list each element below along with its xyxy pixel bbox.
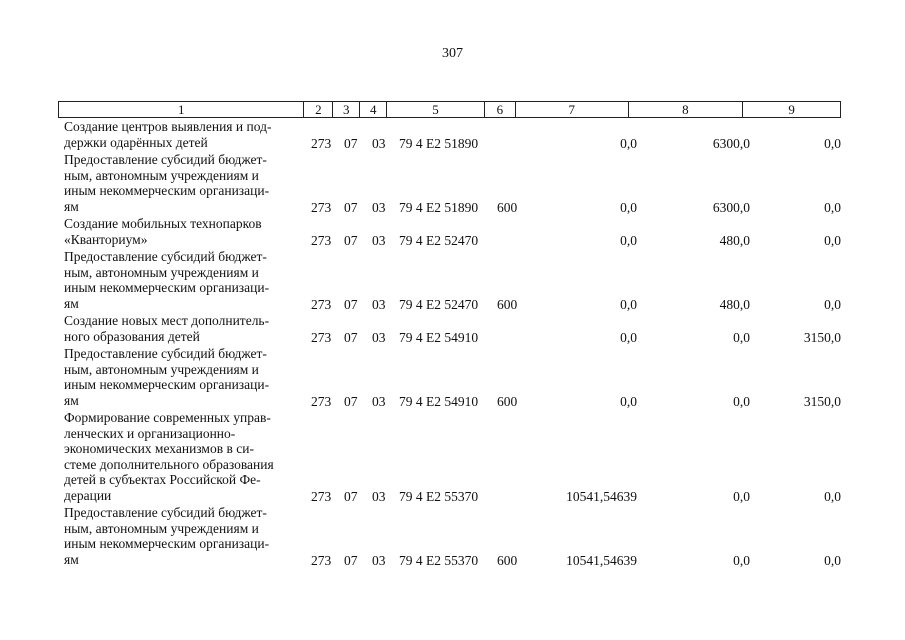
ministry-code: 273 — [311, 199, 332, 215]
row-description: Предоставление субсидий бюджет- ным, автономным учреждениям и иным некоммерческим организаци- ям — [64, 152, 270, 214]
row-description: Создание центров выявления и под- держки одарённых детей — [64, 119, 272, 150]
amount-col-7: 0,0 — [620, 232, 637, 248]
header-col-5: 5 — [387, 102, 485, 117]
expense-type-code: 600 — [497, 199, 518, 215]
row-codes — [0, 135, 905, 151]
section-code: 07 — [344, 135, 358, 151]
target-code: 79 4 E2 52470 — [399, 232, 479, 248]
row-codes — [0, 329, 905, 345]
row-codes — [0, 232, 905, 248]
amount-col-9: 0,0 — [824, 296, 841, 312]
expense-type-code: 600 — [497, 552, 518, 568]
target-code: 79 4 E2 51890 — [399, 135, 479, 151]
ministry-code: 273 — [311, 329, 332, 345]
ministry-code: 273 — [311, 488, 332, 504]
amount-col-8: 0,0 — [733, 488, 750, 504]
amount-col-7: 10541,54639 — [566, 552, 637, 568]
target-code: 79 4 E2 54910 — [399, 329, 479, 345]
amount-col-9: 0,0 — [824, 488, 841, 504]
ministry-code: 273 — [311, 296, 332, 312]
header-col-4: 4 — [360, 102, 387, 117]
amount-col-8: 480,0 — [719, 232, 750, 248]
amount-col-7: 10541,54639 — [566, 488, 637, 504]
table-row — [0, 346, 905, 410]
subsection-code: 03 — [372, 393, 386, 409]
table-row — [0, 313, 905, 346]
table-body — [0, 119, 905, 569]
target-code: 79 4 E2 51890 — [399, 199, 479, 215]
table-row — [0, 152, 905, 216]
expense-type-code: 600 — [497, 393, 518, 409]
amount-col-7: 0,0 — [620, 199, 637, 215]
subsection-code: 03 — [372, 199, 386, 215]
header-col-8: 8 — [629, 102, 744, 117]
header-col-2: 2 — [304, 102, 333, 117]
section-code: 07 — [344, 488, 358, 504]
amount-col-7: 0,0 — [620, 296, 637, 312]
subsection-code: 03 — [372, 232, 386, 248]
header-col-9: 9 — [788, 102, 795, 117]
target-code: 79 4 E2 55370 — [399, 552, 479, 568]
subsection-code: 03 — [372, 135, 386, 151]
amount-col-7: 0,0 — [620, 329, 637, 345]
target-code: 79 4 E2 54910 — [399, 393, 479, 409]
ministry-code: 273 — [311, 232, 332, 248]
amount-col-8: 6300,0 — [712, 135, 750, 151]
row-codes — [0, 488, 905, 504]
table-row — [0, 119, 905, 152]
table-row — [0, 216, 905, 249]
header-col-1: 1 — [59, 102, 304, 117]
row-description: Предоставление субсидий бюджет- ным, автономным учреждениям и иным некоммерческим организаци- ям — [64, 249, 270, 311]
row-description: Формирование современных управ- ленческих и организационно- экономических механизмов в си- стеме дополнительного образования детей в субъектах Российской Фе- дерации — [64, 410, 274, 503]
amount-col-9: 0,0 — [824, 135, 841, 151]
amount-col-9: 3150,0 — [803, 393, 841, 409]
target-code: 79 4 E2 52470 — [399, 296, 479, 312]
section-code: 07 — [344, 232, 358, 248]
amount-col-8: 0,0 — [733, 329, 750, 345]
amount-col-9: 0,0 — [824, 552, 841, 568]
amount-col-8: 480,0 — [719, 296, 750, 312]
ministry-code: 273 — [311, 135, 332, 151]
row-codes — [0, 552, 905, 568]
section-code: 07 — [344, 296, 358, 312]
ministry-code: 273 — [311, 393, 332, 409]
row-codes — [0, 296, 905, 312]
target-code: 79 4 E2 55370 — [399, 488, 479, 504]
row-description: Создание мобильных технопарков «Кванториум» — [64, 216, 262, 247]
subsection-code: 03 — [372, 552, 386, 568]
row-description: Предоставление субсидий бюджет- ным, автономным учреждениям и иным некоммерческим организаци- ям — [64, 505, 270, 567]
row-description: Предоставление субсидий бюджет- ным, автономным учреждениям и иным некоммерческим организаци- ям — [64, 346, 270, 408]
header-col-3: 3 — [333, 102, 360, 117]
section-code: 07 — [344, 199, 358, 215]
section-code: 07 — [344, 552, 358, 568]
amount-col-7: 0,0 — [620, 135, 637, 151]
row-codes — [0, 393, 905, 409]
row-codes — [0, 199, 905, 215]
header-col-7: 7 — [516, 102, 629, 117]
amount-col-9: 0,0 — [824, 199, 841, 215]
table-row — [0, 410, 905, 505]
section-code: 07 — [344, 329, 358, 345]
expense-type-code: 600 — [497, 296, 518, 312]
table-header-row — [58, 101, 841, 118]
subsection-code: 03 — [372, 296, 386, 312]
amount-col-8: 0,0 — [733, 393, 750, 409]
amount-col-7: 0,0 — [620, 393, 637, 409]
header-col-6: 6 — [485, 102, 516, 117]
amount-col-9: 0,0 — [824, 232, 841, 248]
ministry-code: 273 — [311, 552, 332, 568]
amount-col-9: 3150,0 — [803, 329, 841, 345]
page-number: 307 — [442, 46, 463, 61]
table-row — [0, 505, 905, 569]
amount-col-8: 0,0 — [733, 552, 750, 568]
subsection-code: 03 — [372, 488, 386, 504]
subsection-code: 03 — [372, 329, 386, 345]
amount-col-8: 6300,0 — [712, 199, 750, 215]
table-row — [0, 249, 905, 313]
row-description: Создание новых мест дополнитель- ного образования детей — [64, 313, 270, 344]
section-code: 07 — [344, 393, 358, 409]
